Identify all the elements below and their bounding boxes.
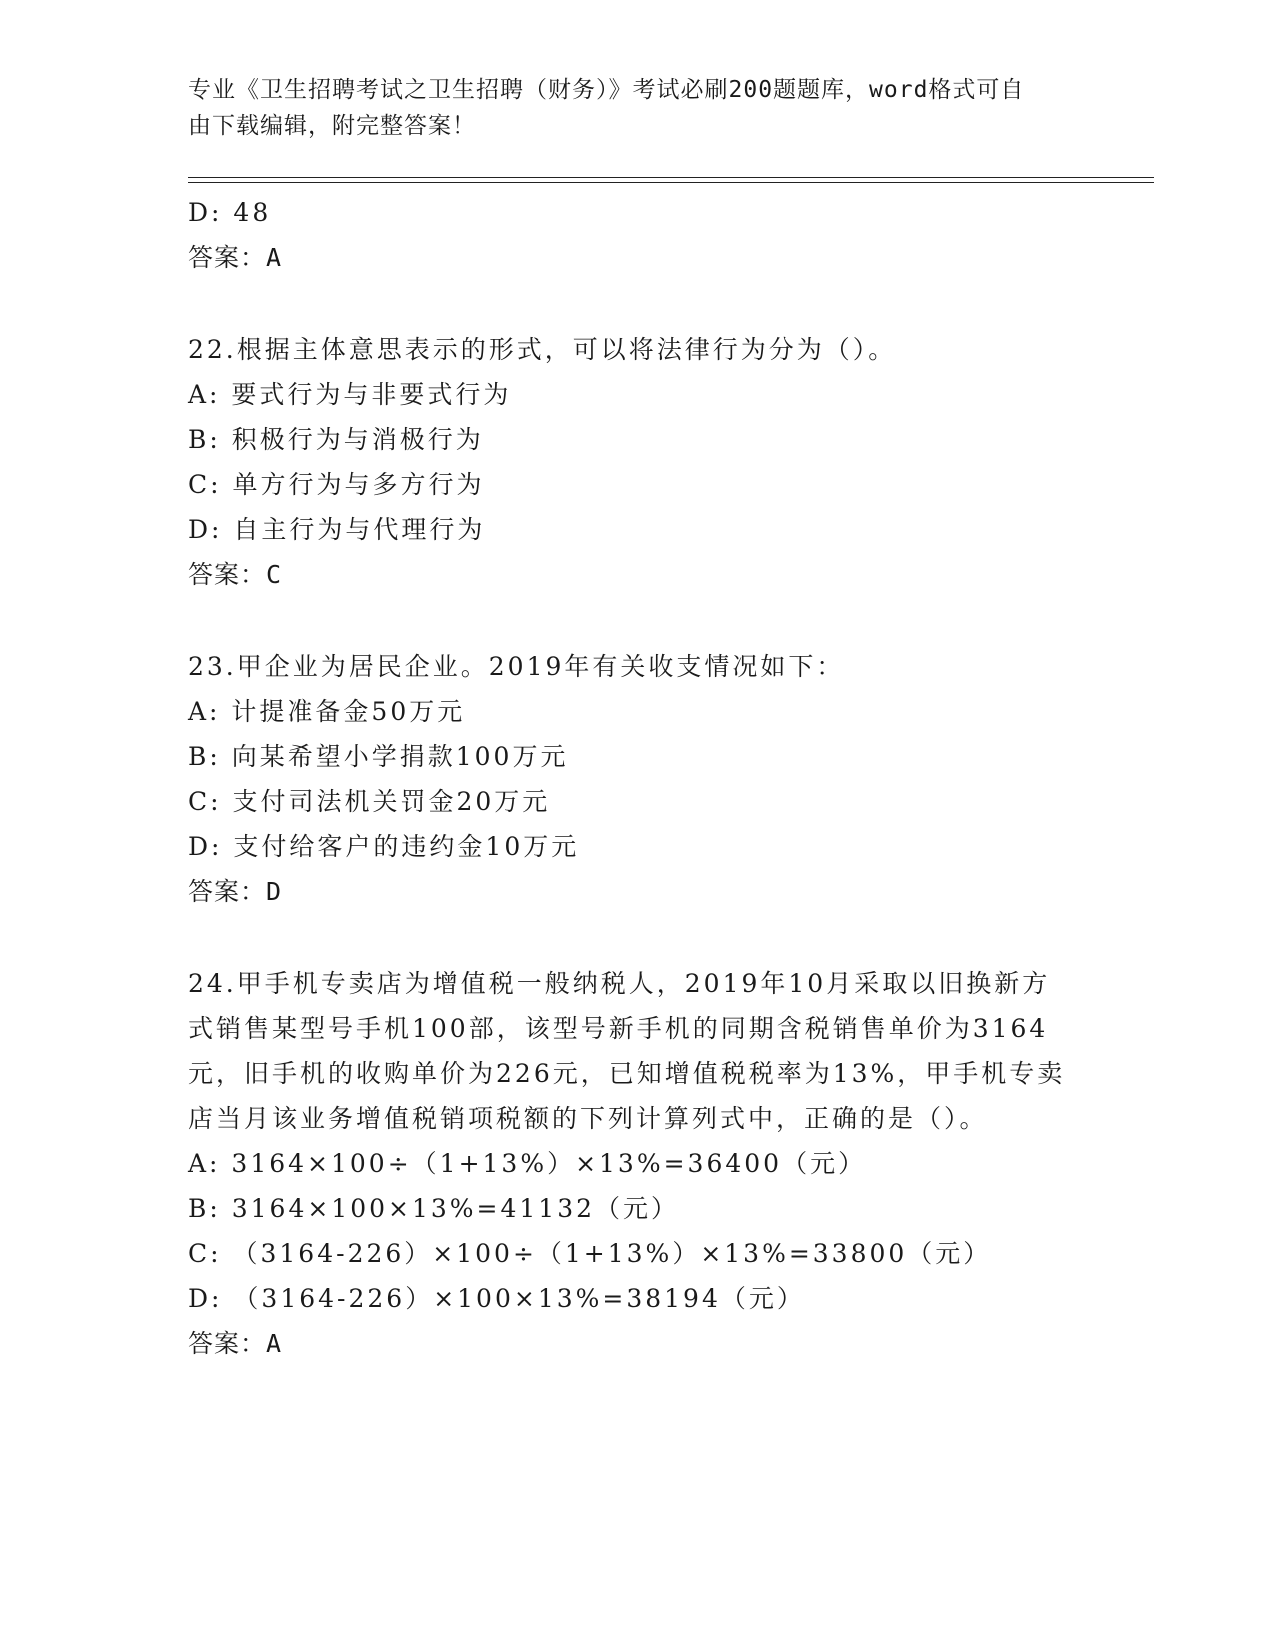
document-body	[188, 190, 1088, 1366]
header-line-2: 由下载编辑，附完整答案！	[188, 113, 476, 139]
question-text-line-4: 店当月该业务增值税销项税额的下列计算列式中，正确的是（）。	[188, 1104, 988, 1133]
question-21-tail	[188, 190, 1088, 280]
option-d: D: 48	[188, 198, 272, 227]
option-b: B: 向某希望小学捐款100万元	[188, 742, 569, 771]
question-23	[188, 644, 1088, 914]
header-rule-top	[188, 177, 1154, 178]
question-text: 22.根据主体意思表示的形式，可以将法律行为分为（）。	[188, 335, 897, 364]
header-line-1: 专业《卫生招聘考试之卫生招聘（财务）》考试必刷200题题库，word格式可自	[188, 77, 1025, 103]
option-b: B: 3164×100×13%=41132（元）	[188, 1194, 680, 1223]
option-a: A: 3164×100÷（1+13%）×13%=36400（元）	[188, 1149, 867, 1178]
question-text-line-3: 元，旧手机的收购单价为226元，已知增值税税率为13%，甲手机专卖	[188, 1059, 1066, 1088]
answer-line: 答案：C	[188, 560, 283, 589]
question-22	[188, 327, 1088, 597]
document-header	[188, 72, 1068, 144]
answer-line: 答案：A	[188, 243, 283, 272]
option-c: C: 支付司法机关罚金20万元	[188, 787, 551, 816]
option-d: D: 支付给客户的违约金10万元	[188, 832, 580, 861]
option-a: A: 计提准备金50万元	[188, 697, 466, 726]
answer-line: 答案：A	[188, 1329, 283, 1358]
question-text-line-2: 式销售某型号手机100部，该型号新手机的同期含税销售单价为3164	[188, 1014, 1049, 1043]
option-c: C: （3164-226）×100÷（1+13%）×13%=33800（元）	[188, 1239, 992, 1268]
option-b: B: 积极行为与消极行为	[188, 425, 484, 454]
option-a: A: 要式行为与非要式行为	[188, 380, 512, 409]
option-d: D: 自主行为与代理行为	[188, 515, 486, 544]
option-d: D: （3164-226）×100×13%=38194（元）	[188, 1284, 805, 1313]
header-rule-bottom	[188, 182, 1154, 183]
question-24	[188, 961, 1088, 1366]
question-text: 23.甲企业为居民企业。2019年有关收支情况如下：	[188, 652, 845, 681]
question-text-line-1: 24.甲手机专卖店为增值税一般纳税人，2019年10月采取以旧换新方	[188, 969, 1051, 998]
option-c: C: 单方行为与多方行为	[188, 470, 485, 499]
answer-line: 答案：D	[188, 877, 283, 906]
